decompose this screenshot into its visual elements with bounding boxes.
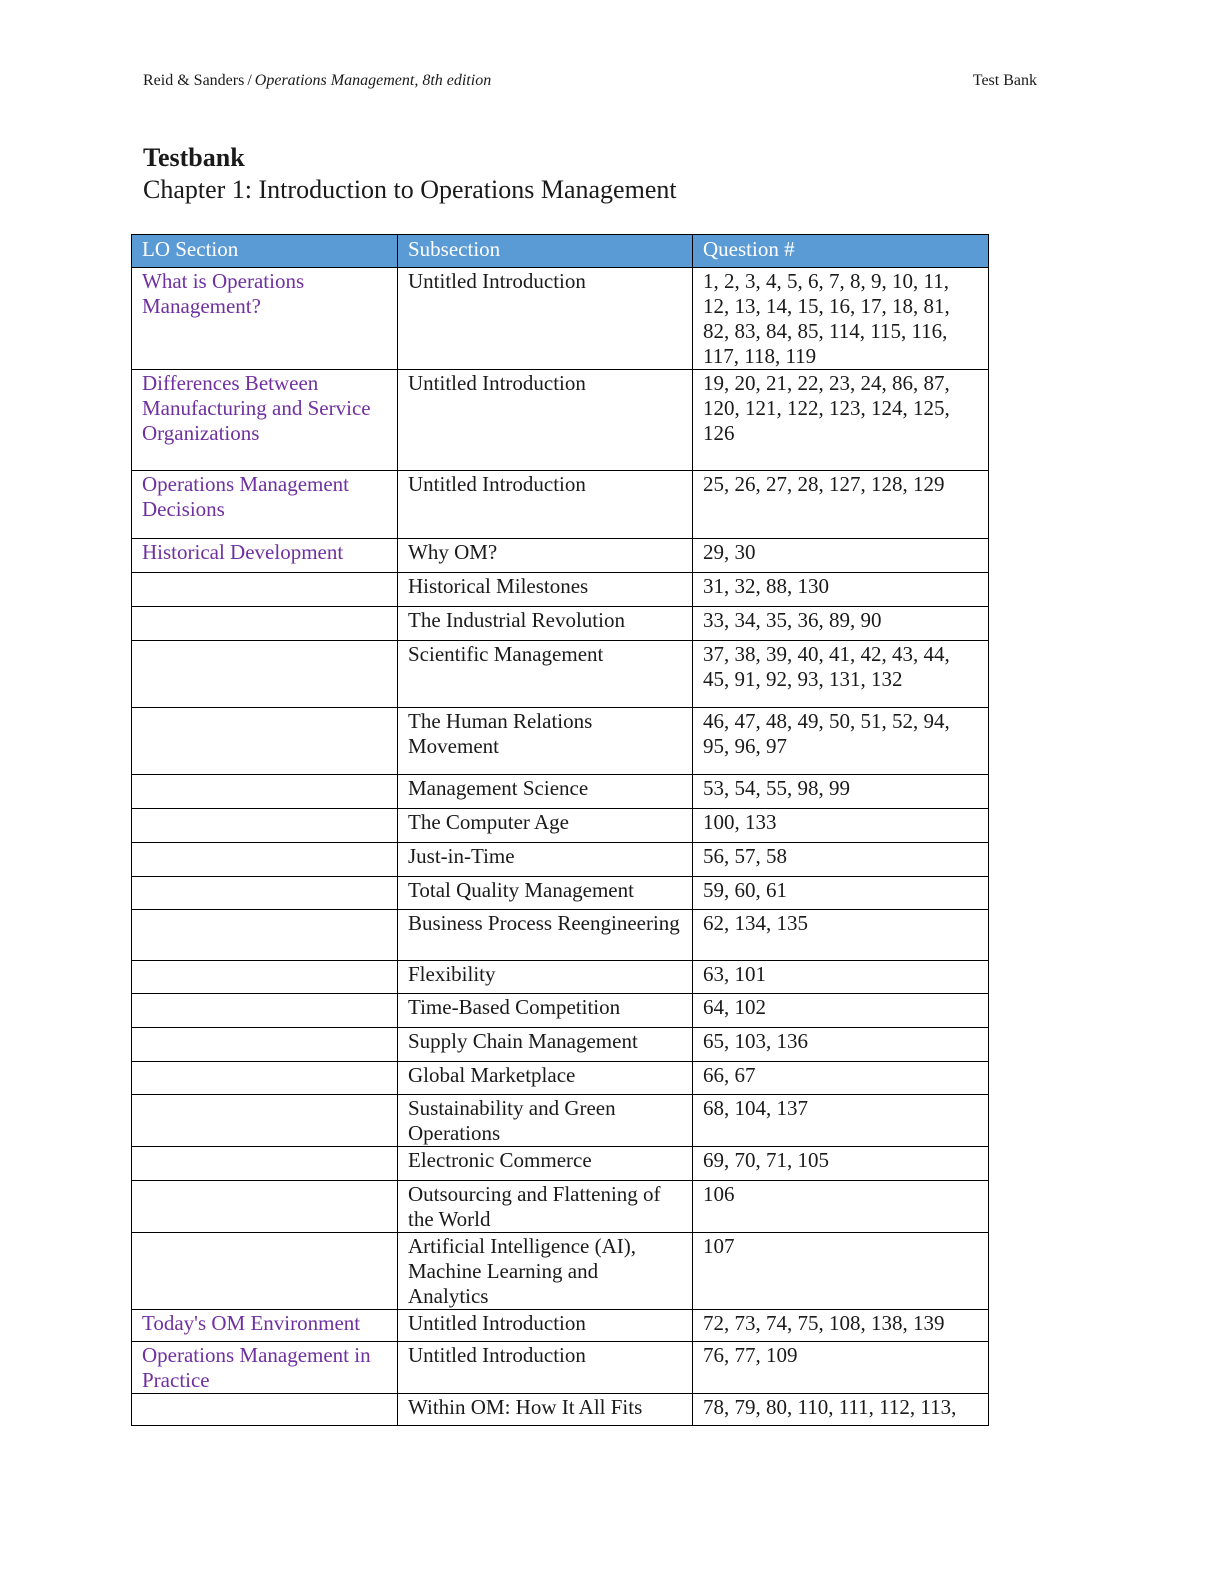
table-row xyxy=(132,961,989,994)
lo-section-cell xyxy=(132,843,398,877)
lo-section-cell xyxy=(132,809,398,843)
table-row xyxy=(132,268,989,370)
subsection-cell: Untitled Introduction xyxy=(398,1342,693,1394)
subsection-cell: Management Science xyxy=(398,775,693,809)
table-header-row xyxy=(132,235,989,268)
subsection-cell: Scientific Management xyxy=(398,641,693,708)
header-separator: / xyxy=(247,72,252,89)
subsection-cell: Outsourcing and Flattening of the World xyxy=(398,1181,693,1233)
question-cell: 46, 47, 48, 49, 50, 51, 52, 94, 95, 96, 97 xyxy=(693,708,989,775)
question-cell: 31, 32, 88, 130 xyxy=(693,573,989,607)
question-cell: 68, 104, 137 xyxy=(693,1095,989,1147)
table-row xyxy=(132,573,989,607)
subsection-cell: Artificial Intelligence (AI), Machine Learning and Analytics xyxy=(398,1233,693,1310)
lo-section-cell xyxy=(132,961,398,994)
question-table xyxy=(131,234,989,1426)
question-cell: 33, 34, 35, 36, 89, 90 xyxy=(693,607,989,641)
header-question-number: Question # xyxy=(693,235,989,268)
table-row xyxy=(132,1181,989,1233)
table-row xyxy=(132,994,989,1028)
lo-section-cell xyxy=(132,1062,398,1095)
lo-section-cell xyxy=(132,607,398,641)
header-right-label: Test Bank xyxy=(972,72,1037,89)
lo-section-cell xyxy=(132,910,398,961)
subsection-cell: Why OM? xyxy=(398,539,693,573)
table-row xyxy=(132,877,989,910)
subsection-cell: The Industrial Revolution xyxy=(398,607,693,641)
table-row xyxy=(132,1147,989,1181)
table-row xyxy=(132,1095,989,1147)
subsection-cell: Supply Chain Management xyxy=(398,1028,693,1062)
question-cell: 53, 54, 55, 98, 99 xyxy=(693,775,989,809)
table-row xyxy=(132,1342,989,1394)
question-cell: 37, 38, 39, 40, 41, 42, 43, 44, 45, 91, 92, 93, 131, 132 xyxy=(693,641,989,708)
table-row xyxy=(132,843,989,877)
lo-section-cell: Historical Development xyxy=(132,539,398,573)
subsection-cell: Flexibility xyxy=(398,961,693,994)
subsection-cell: Untitled Introduction xyxy=(398,471,693,539)
subsection-cell: Sustainability and Green Operations xyxy=(398,1095,693,1147)
lo-section-cell xyxy=(132,641,398,708)
question-cell: 76, 77, 109 xyxy=(693,1342,989,1394)
subsection-cell: Electronic Commerce xyxy=(398,1147,693,1181)
header-authors: Reid & Sanders xyxy=(143,72,245,89)
page-header xyxy=(143,72,1037,94)
lo-section-cell: What is Operations Management? xyxy=(132,268,398,370)
lo-section-cell xyxy=(132,775,398,809)
question-cell: 65, 103, 136 xyxy=(693,1028,989,1062)
question-cell: 62, 134, 135 xyxy=(693,910,989,961)
question-cell: 100, 133 xyxy=(693,809,989,843)
lo-section-cell xyxy=(132,1147,398,1181)
header-lo-section: LO Section xyxy=(132,235,398,268)
header-book-title: Operations Management, 8th edition xyxy=(254,72,492,89)
table-row xyxy=(132,1394,989,1426)
subsection-cell: Within OM: How It All Fits xyxy=(398,1394,693,1426)
table-row xyxy=(132,1310,989,1342)
table-row xyxy=(132,607,989,641)
table-row xyxy=(132,370,989,471)
subsection-cell: The Human Relations Movement xyxy=(398,708,693,775)
subsection-cell: The Computer Age xyxy=(398,809,693,843)
lo-section-cell: Today's OM Environment xyxy=(132,1310,398,1342)
question-cell: 72, 73, 74, 75, 108, 138, 139 xyxy=(693,1310,989,1342)
question-cell: 107 xyxy=(693,1233,989,1310)
lo-section-cell: Differences Between Manufacturing and Service Organizations xyxy=(132,370,398,471)
question-cell: 59, 60, 61 xyxy=(693,877,989,910)
question-cell: 66, 67 xyxy=(693,1062,989,1095)
question-cell: 29, 30 xyxy=(693,539,989,573)
table-row xyxy=(132,775,989,809)
table-row xyxy=(132,1062,989,1095)
question-cell: 106 xyxy=(693,1181,989,1233)
subsection-cell: Business Process Reengineering xyxy=(398,910,693,961)
question-cell: 1, 2, 3, 4, 5, 6, 7, 8, 9, 10, 11, 12, 13, 14, 15, 16, 17, 18, 81, 82, 83, 84, 85, 114, 115, 116, 117, 118, 119 xyxy=(693,268,989,370)
lo-section-cell xyxy=(132,1095,398,1147)
lo-section-cell: Operations Management Decisions xyxy=(132,471,398,539)
lo-section-cell xyxy=(132,1394,398,1426)
subsection-cell: Historical Milestones xyxy=(398,573,693,607)
lo-section-cell xyxy=(132,877,398,910)
question-cell: 78, 79, 80, 110, 111, 112, 113, xyxy=(693,1394,989,1426)
question-cell: 63, 101 xyxy=(693,961,989,994)
header-subsection: Subsection xyxy=(398,235,693,268)
table-row xyxy=(132,539,989,573)
chapter-title: Chapter 1: Introduction to Operations Management xyxy=(143,175,677,204)
lo-section-cell xyxy=(132,708,398,775)
subsection-cell: Untitled Introduction xyxy=(398,370,693,471)
question-cell: 69, 70, 71, 105 xyxy=(693,1147,989,1181)
question-cell: 19, 20, 21, 22, 23, 24, 86, 87, 120, 121, 122, 123, 124, 125, 126 xyxy=(693,370,989,471)
subsection-cell: Time-Based Competition xyxy=(398,994,693,1028)
table-row xyxy=(132,809,989,843)
question-cell: 25, 26, 27, 28, 127, 128, 129 xyxy=(693,471,989,539)
subsection-cell: Just-in-Time xyxy=(398,843,693,877)
document-title: Testbank xyxy=(143,143,245,172)
subsection-cell: Total Quality Management xyxy=(398,877,693,910)
question-cell: 64, 102 xyxy=(693,994,989,1028)
lo-section-cell xyxy=(132,994,398,1028)
subsection-cell: Untitled Introduction xyxy=(398,1310,693,1342)
table-row xyxy=(132,708,989,775)
lo-section-cell xyxy=(132,1028,398,1062)
table-row xyxy=(132,910,989,961)
question-cell: 56, 57, 58 xyxy=(693,843,989,877)
table-row xyxy=(132,471,989,539)
table-row xyxy=(132,641,989,708)
lo-section-cell: Operations Management in Practice xyxy=(132,1342,398,1394)
lo-section-cell xyxy=(132,1233,398,1310)
subsection-cell: Global Marketplace xyxy=(398,1062,693,1095)
table-row xyxy=(132,1028,989,1062)
table-row xyxy=(132,1233,989,1310)
subsection-cell: Untitled Introduction xyxy=(398,268,693,370)
lo-section-cell xyxy=(132,1181,398,1233)
header-left xyxy=(143,72,491,90)
lo-section-cell xyxy=(132,573,398,607)
